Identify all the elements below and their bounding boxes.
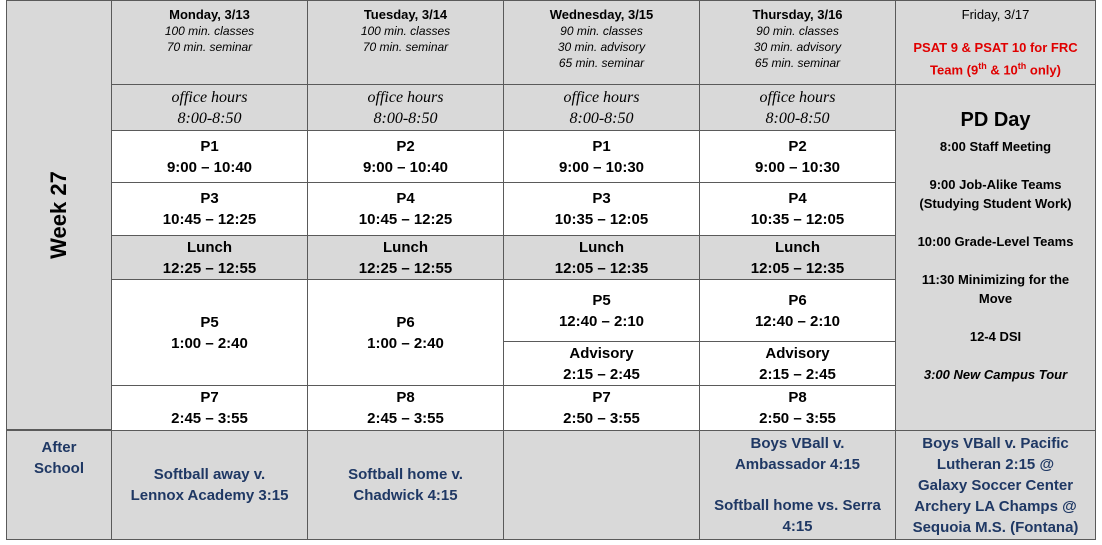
cell-text: P2 xyxy=(788,137,807,155)
cell-text: Softball home vs. Serra xyxy=(714,497,881,514)
cell-text: P8 xyxy=(396,389,415,406)
pd-item: (Studying Student Work) xyxy=(919,196,1072,211)
pd-item: 11:30 Minimizing for the xyxy=(921,272,1070,287)
day-name: Monday, 3/13 xyxy=(169,7,250,22)
cell-text: P5 xyxy=(200,313,219,331)
cell-text: Chadwick 4:15 xyxy=(353,487,458,504)
cell-text: Sequoia M.S. (Fontana) xyxy=(912,518,1079,536)
after-school-wed xyxy=(503,430,700,540)
cell-text: 4:15 xyxy=(782,518,813,535)
cell-text: Ambassador 4:15 xyxy=(734,456,861,473)
header-tuesday xyxy=(307,0,504,85)
cell-text: 2:45 – 3:55 xyxy=(171,410,248,427)
cell-text: P7 xyxy=(592,389,611,406)
week-label: Week 27 xyxy=(46,171,71,259)
cell-text: P2 xyxy=(396,137,415,155)
after-school-fri xyxy=(895,430,1096,540)
office-hours-tue xyxy=(307,84,504,131)
cell-text: Advisory xyxy=(765,344,830,362)
cell-text: Lunch xyxy=(187,238,232,256)
office-hours-mon xyxy=(111,84,308,131)
cell-text: 1:00 – 2:40 xyxy=(367,334,444,352)
cell-text: 2:45 – 3:55 xyxy=(367,410,444,427)
day-note: 65 min. seminar xyxy=(754,56,841,70)
cell-text: th xyxy=(978,61,987,71)
day-note: 30 min. advisory xyxy=(753,40,842,54)
day-name: Friday, 3/17 xyxy=(961,7,1030,22)
cell-text: 10:35 – 12:05 xyxy=(554,211,649,228)
period-cell xyxy=(307,182,504,236)
period-cell xyxy=(111,130,308,183)
cell-text: Archery LA Champs @ xyxy=(914,497,1077,515)
office-hours-time: 8:00-8:50 xyxy=(177,109,242,127)
header-wednesday xyxy=(503,0,700,85)
period-cell xyxy=(503,279,700,342)
period-cell xyxy=(699,385,896,431)
cell-text: 12:40 – 2:10 xyxy=(754,312,841,330)
lunch-cell xyxy=(111,235,308,280)
period-cell xyxy=(503,182,700,236)
cell-text: Advisory xyxy=(569,344,634,362)
cell-text: Lunch xyxy=(383,238,428,256)
day-note: 100 min. classes xyxy=(164,24,255,38)
day-note: 100 min. classes xyxy=(360,24,451,38)
day-name: Wednesday, 3/15 xyxy=(549,7,654,22)
office-hours-label: office hours xyxy=(563,88,640,106)
psat-note: PSAT 9 & PSAT 10 for FRC xyxy=(913,40,1078,55)
psat-note-2 xyxy=(930,57,1061,79)
cell-text: 1:00 – 2:40 xyxy=(171,334,248,352)
cell-text: Boys VBall v. Pacific xyxy=(922,434,1069,452)
header-friday xyxy=(895,0,1096,85)
cell-text: 9:00 – 10:40 xyxy=(166,158,253,176)
cell-text: Softball away v. xyxy=(153,466,266,483)
cell-text: 2:50 – 3:55 xyxy=(759,410,836,427)
cell-text: P4 xyxy=(788,190,807,207)
cell-text: Team (9 xyxy=(930,62,979,78)
cell-text: 2:50 – 3:55 xyxy=(563,410,640,427)
lunch-cell xyxy=(699,235,896,280)
cell-text: 10:35 – 12:05 xyxy=(750,211,845,228)
period-cell xyxy=(503,385,700,431)
period-cell xyxy=(699,130,896,183)
cell-text: & 10 xyxy=(986,62,1018,78)
cell-text: 10:45 – 12:25 xyxy=(358,211,453,228)
after-school-thu xyxy=(699,430,896,540)
cell-text: P8 xyxy=(788,389,807,406)
pd-item: 3:00 New Campus Tour xyxy=(923,367,1068,382)
office-hours-label: office hours xyxy=(171,88,248,106)
cell-text: 9:00 – 10:40 xyxy=(362,158,449,176)
cell-text: 9:00 – 10:30 xyxy=(558,158,645,176)
day-note: 90 min. classes xyxy=(756,24,839,38)
cell-text: School xyxy=(33,460,84,477)
cell-text: Boys VBall v. xyxy=(750,435,845,452)
cell-text: P4 xyxy=(396,190,415,207)
cell-text: 12:25 – 12:55 xyxy=(358,259,453,277)
day-note: 90 min. classes xyxy=(560,24,643,38)
period-cell xyxy=(503,130,700,183)
cell-text: P6 xyxy=(396,313,415,331)
pd-title: PD Day xyxy=(960,109,1031,131)
cell-text: Lunch xyxy=(579,238,624,256)
cell-text: P3 xyxy=(592,190,611,207)
cell-text: Softball home v. xyxy=(348,466,463,483)
cell-text: only) xyxy=(1026,62,1061,78)
cell-text: Lutheran 2:15 @ xyxy=(936,455,1055,473)
office-hours-thu xyxy=(699,84,896,131)
cell-text: 2:15 – 2:45 xyxy=(759,365,836,383)
period-cell xyxy=(111,182,308,236)
cell-text: th xyxy=(1017,61,1027,71)
period-cell xyxy=(699,279,896,342)
after-school-tue xyxy=(307,430,504,540)
office-hours-label: office hours xyxy=(367,88,444,106)
day-note: 70 min. seminar xyxy=(166,40,253,54)
week-label-wrap xyxy=(6,0,112,430)
cell-text: 2:15 – 2:45 xyxy=(563,365,640,383)
after-school-label xyxy=(6,430,112,540)
pd-item: Move xyxy=(978,291,1013,306)
cell-text: P5 xyxy=(592,291,611,309)
cell-text: P6 xyxy=(788,291,807,309)
cell-text: 10:45 – 12:25 xyxy=(162,211,257,228)
advisory-cell xyxy=(503,341,700,386)
cell-text: P1 xyxy=(200,137,219,155)
period-cell xyxy=(111,279,308,386)
pd-item: 9:00 Job-Alike Teams xyxy=(929,177,1062,192)
pd-item: 12-4 DSI xyxy=(969,329,1022,344)
cell-text: P7 xyxy=(200,389,219,406)
cell-text: Galaxy Soccer Center xyxy=(917,476,1074,494)
friday-pd-day xyxy=(895,84,1096,431)
period-cell xyxy=(699,182,896,236)
cell-text: 12:25 – 12:55 xyxy=(162,259,257,277)
period-cell xyxy=(111,385,308,431)
period-cell xyxy=(307,279,504,386)
period-cell xyxy=(307,385,504,431)
period-cell xyxy=(307,130,504,183)
cell-text: 12:05 – 12:35 xyxy=(750,259,845,277)
cell-text: 12:40 – 2:10 xyxy=(558,312,645,330)
cell-text: P1 xyxy=(592,137,611,155)
office-hours-time: 8:00-8:50 xyxy=(569,109,634,127)
day-name: Tuesday, 3/14 xyxy=(363,7,448,22)
lunch-cell xyxy=(503,235,700,280)
office-hours-time: 8:00-8:50 xyxy=(373,109,438,127)
day-note: 70 min. seminar xyxy=(362,40,449,54)
advisory-cell xyxy=(699,341,896,386)
cell-text: Lunch xyxy=(775,238,820,256)
office-hours-wed xyxy=(503,84,700,131)
day-note: 30 min. advisory xyxy=(557,40,646,54)
cell-text: 9:00 – 10:30 xyxy=(754,158,841,176)
day-name: Thursday, 3/16 xyxy=(752,7,843,22)
cell-text: P3 xyxy=(200,190,219,207)
lunch-cell xyxy=(307,235,504,280)
cell-text: After xyxy=(41,439,77,456)
pd-item: 8:00 Staff Meeting xyxy=(939,139,1052,154)
day-note: 65 min. seminar xyxy=(558,56,645,70)
header-thursday xyxy=(699,0,896,85)
after-school-mon xyxy=(111,430,308,540)
pd-item: 10:00 Grade-Level Teams xyxy=(917,234,1074,249)
office-hours-label: office hours xyxy=(759,88,836,106)
cell-text: 12:05 – 12:35 xyxy=(554,259,649,277)
office-hours-time: 8:00-8:50 xyxy=(765,109,830,127)
cell-text: Lennox Academy 3:15 xyxy=(130,487,289,504)
header-monday xyxy=(111,0,308,85)
